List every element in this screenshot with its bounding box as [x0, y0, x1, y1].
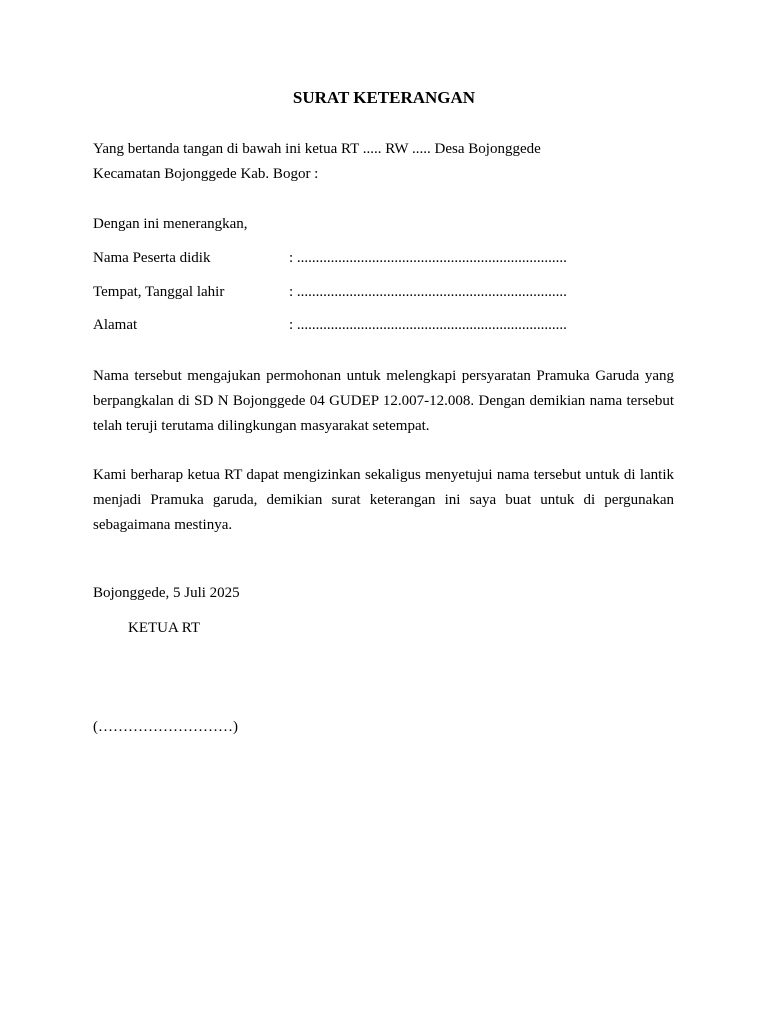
intro-line-1: Yang bertanda tangan di bawah ini ketua RT ..... RW ..... Desa Bojonggede — [93, 141, 541, 157]
signature-line: (………………………) — [93, 719, 238, 735]
paragraph-request: Nama tersebut mengajukan permohonan untuk melengkapi persyaratan Pramuka Garuda yang berpangkalan di SD N Bojonggede 04 GUDEP 12.007-12.008. Dengan demikian nama tersebut telah teruji terutama dilingkungan masyarakat setempat. — [93, 368, 674, 434]
paragraph-hope: Kami berharap ketua RT dapat mengizinkan sekaligus menyetujui nama tersebut untuk di lantik menjadi Pramuka garuda, demikian surat keterangan ini saya buat untuk di pergunakan sebagaimana mestinya. — [93, 467, 674, 533]
signatory-title: KETUA RT — [128, 620, 201, 636]
field-label-address: Alamat — [93, 317, 138, 333]
field-label-birth: Tempat, Tanggal lahir — [93, 284, 225, 300]
document-title: SURAT KETERANGAN — [292, 88, 476, 107]
intro-line-2: Kecamatan Bojonggede Kab. Bogor : — [93, 166, 319, 182]
place-date: Bojonggede, 5 Juli 2025 — [93, 585, 240, 601]
statement-line: Dengan ini menerangkan, — [93, 216, 248, 232]
field-value-birth: : ........................................................................ — [289, 284, 567, 300]
field-label-name: Nama Peserta didik — [93, 250, 211, 266]
field-value-address: : ........................................................................ — [289, 317, 567, 333]
field-value-name: : ........................................................................ — [289, 250, 567, 266]
